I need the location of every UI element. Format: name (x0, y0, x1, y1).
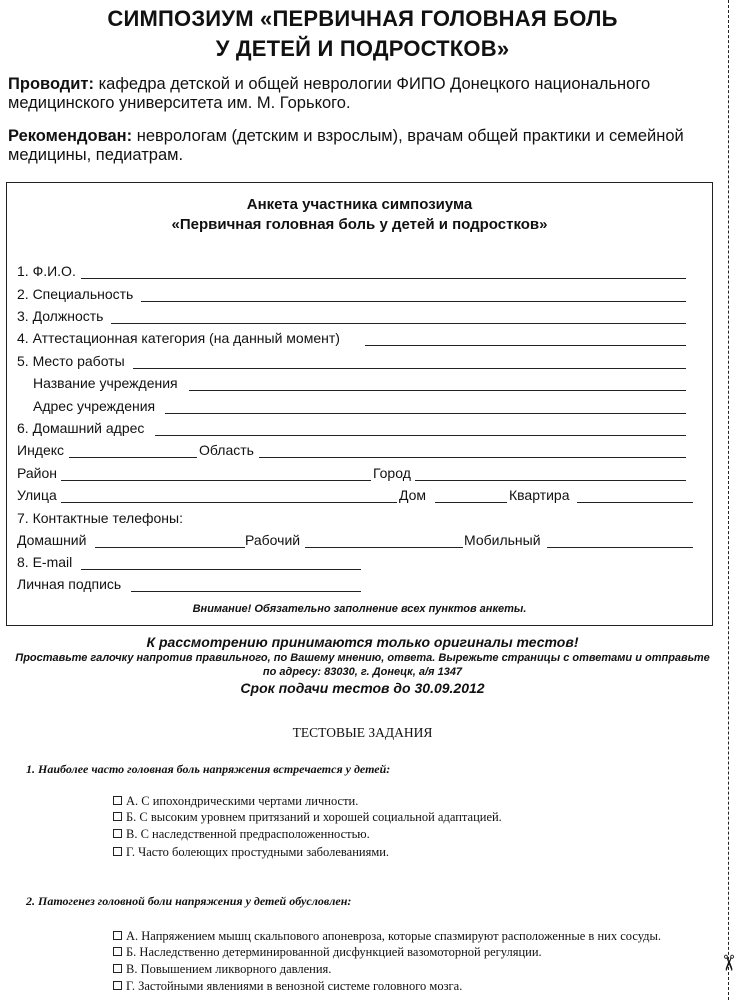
q1-option-c[interactable] (113, 826, 370, 842)
position-label: 3. Должность (17, 308, 104, 324)
district-city-row (17, 464, 697, 482)
workplace-field[interactable] (133, 368, 686, 369)
work-phone-field[interactable] (305, 547, 463, 548)
institution-name-row (17, 374, 697, 392)
home-address-label: 6. Домашний адрес (17, 420, 145, 436)
apartment-label: Квартира (509, 487, 570, 503)
city-label: Город (373, 465, 411, 481)
fio-field[interactable] (81, 278, 686, 279)
fio-label: 1. Ф.И.О. (17, 263, 76, 279)
checkbox-icon[interactable] (113, 829, 122, 838)
street-field[interactable] (61, 502, 397, 503)
checkbox-icon[interactable] (113, 981, 122, 990)
deadline: Срок подачи тестов до 30.09.2012 (240, 680, 485, 696)
checkbox-icon[interactable] (113, 931, 122, 940)
position-row (17, 307, 697, 325)
specialty-label: 2. Специальность (17, 286, 134, 302)
home-phone-label: Домашний (17, 532, 87, 548)
institution-address-row (17, 397, 697, 415)
option-text: А. Напряжением мышц скальпового апоневроза, которые спазмируют расположенные в них сосуды. (126, 929, 662, 943)
q2-option-d[interactable] (113, 978, 462, 994)
option-text: Б. С высоким уровнем притязаний и хорошей социальной адаптацией. (126, 810, 502, 824)
fio-row (17, 262, 697, 280)
q1-option-a[interactable] (113, 793, 358, 809)
specialty-field[interactable] (141, 301, 686, 302)
q1-option-d[interactable] (113, 844, 389, 860)
recommended-paragraph (8, 127, 718, 165)
house-field[interactable] (435, 502, 507, 503)
street-label: Улица (17, 487, 57, 503)
originals-notice: К рассмотрению принимаются только оригиналы тестов! (146, 634, 579, 650)
workplace-label: 5. Место работы (17, 353, 125, 369)
conducted-label: Проводит: (8, 75, 94, 93)
q1-option-b[interactable] (113, 809, 502, 825)
checkbox-icon[interactable] (113, 796, 122, 805)
form-notice: Внимание! Обязательно заполнение всех пунктов анкеты. (192, 603, 527, 615)
conducted-text: кафедра детской и общей неврологии ФИПО Донецкого национального медицинского университета им. М. Горького. (8, 75, 651, 112)
phone-fields-row (17, 531, 707, 549)
region-label: Область (199, 442, 254, 458)
mobile-phone-label: Мобильный (464, 532, 541, 548)
mobile-phone-field[interactable] (547, 547, 693, 548)
instructions-line-2: по адресу: 83030, г. Донецк, а/я 1347 (262, 666, 463, 678)
checkbox-icon[interactable] (113, 847, 122, 856)
phones-row (17, 509, 697, 527)
district-field[interactable] (61, 480, 371, 481)
checkbox-icon[interactable] (113, 964, 122, 973)
cut-line (728, 0, 729, 1000)
house-label: Дом (399, 487, 427, 503)
recommended-text: неврологам (детским и взрослым), врачам общей практики и семейной медицины, педиатрам. (8, 127, 684, 164)
submission-instructions (0, 651, 725, 679)
city-field[interactable] (415, 480, 686, 481)
option-text: Б. Наследственно детерминированной дисфункцией вазомоторной регуляции. (126, 945, 542, 959)
category-row (17, 329, 697, 347)
specialty-row (17, 285, 697, 303)
email-label: 8. E-mail (17, 554, 73, 570)
option-text: Г. Часто болеющих простудными заболеваниями. (126, 845, 390, 859)
category-field[interactable] (365, 345, 686, 346)
checkbox-icon[interactable] (113, 947, 122, 956)
q2-option-b[interactable] (113, 944, 542, 960)
institution-address-field[interactable] (165, 413, 686, 414)
title-line-2: У ДЕТЕЙ И ПОДРОСТКОВ» (215, 36, 510, 61)
email-field[interactable] (81, 569, 361, 570)
form-heading-line-1: Анкета участника симпозиума (246, 196, 473, 213)
index-field[interactable] (69, 457, 197, 458)
home-phone-field[interactable] (95, 547, 245, 548)
position-field[interactable] (111, 323, 686, 324)
email-row (17, 553, 417, 571)
form-heading-line-2: «Первичная головная боль у детей и подростков» (171, 216, 548, 233)
apartment-field[interactable] (577, 502, 693, 503)
form-heading (7, 195, 712, 235)
work-phone-label: Рабочий (245, 532, 301, 548)
conducted-paragraph (8, 75, 718, 113)
checkbox-icon[interactable] (113, 812, 122, 821)
option-text: Г. Застойными явлениями в венозной системе головного мозга. (126, 979, 463, 993)
q2-option-c[interactable] (113, 961, 331, 977)
q2-option-a[interactable] (113, 928, 661, 944)
instructions-line-1: Проставьте галочку напротив правильного, по Вашему мнению, ответа. Вырежьте страницы с ответами и отправьте (15, 652, 710, 664)
tests-heading: ТЕСТОВЫЕ ЗАДАНИЯ (292, 725, 433, 740)
question-2: 2. Патогенез головной боли напряжения у детей обусловлен: (26, 894, 352, 908)
district-label: Район (17, 465, 57, 481)
option-text: В. С наследственной предрасположенностью. (126, 827, 370, 841)
home-address-row (17, 419, 697, 437)
institution-name-label: Название учреждения (33, 375, 178, 391)
page-title (0, 4, 725, 64)
institution-name-field[interactable] (189, 390, 686, 391)
scissors-icon: ✂ (715, 953, 741, 973)
title-line-1: СИМПОЗИУМ «ПЕРВИЧНАЯ ГОЛОВНАЯ БОЛЬ (107, 6, 618, 31)
workplace-row (17, 352, 697, 370)
question-1: 1. Наиболее часто головная боль напряжения встречается у детей: (26, 762, 391, 776)
signature-row (17, 575, 417, 593)
region-field[interactable] (259, 457, 686, 458)
home-address-field[interactable] (155, 435, 686, 436)
street-row (17, 486, 707, 504)
category-label: 4. Аттестационная категория (на данный момент) (17, 330, 340, 346)
signature-label: Личная подпись (17, 576, 122, 592)
recommended-label: Рекомендован: (8, 127, 133, 145)
signature-field[interactable] (131, 591, 361, 592)
index-region-row (17, 441, 697, 459)
index-label: Индекс (17, 442, 65, 458)
option-text: А. С ипохондрическими чертами личности. (126, 794, 359, 808)
institution-address-label: Адрес учреждения (33, 398, 156, 414)
phones-label: 7. Контактные телефоны: (17, 510, 183, 526)
option-text: В. Повышением ликворного давления. (126, 962, 332, 976)
participant-form (6, 182, 713, 626)
